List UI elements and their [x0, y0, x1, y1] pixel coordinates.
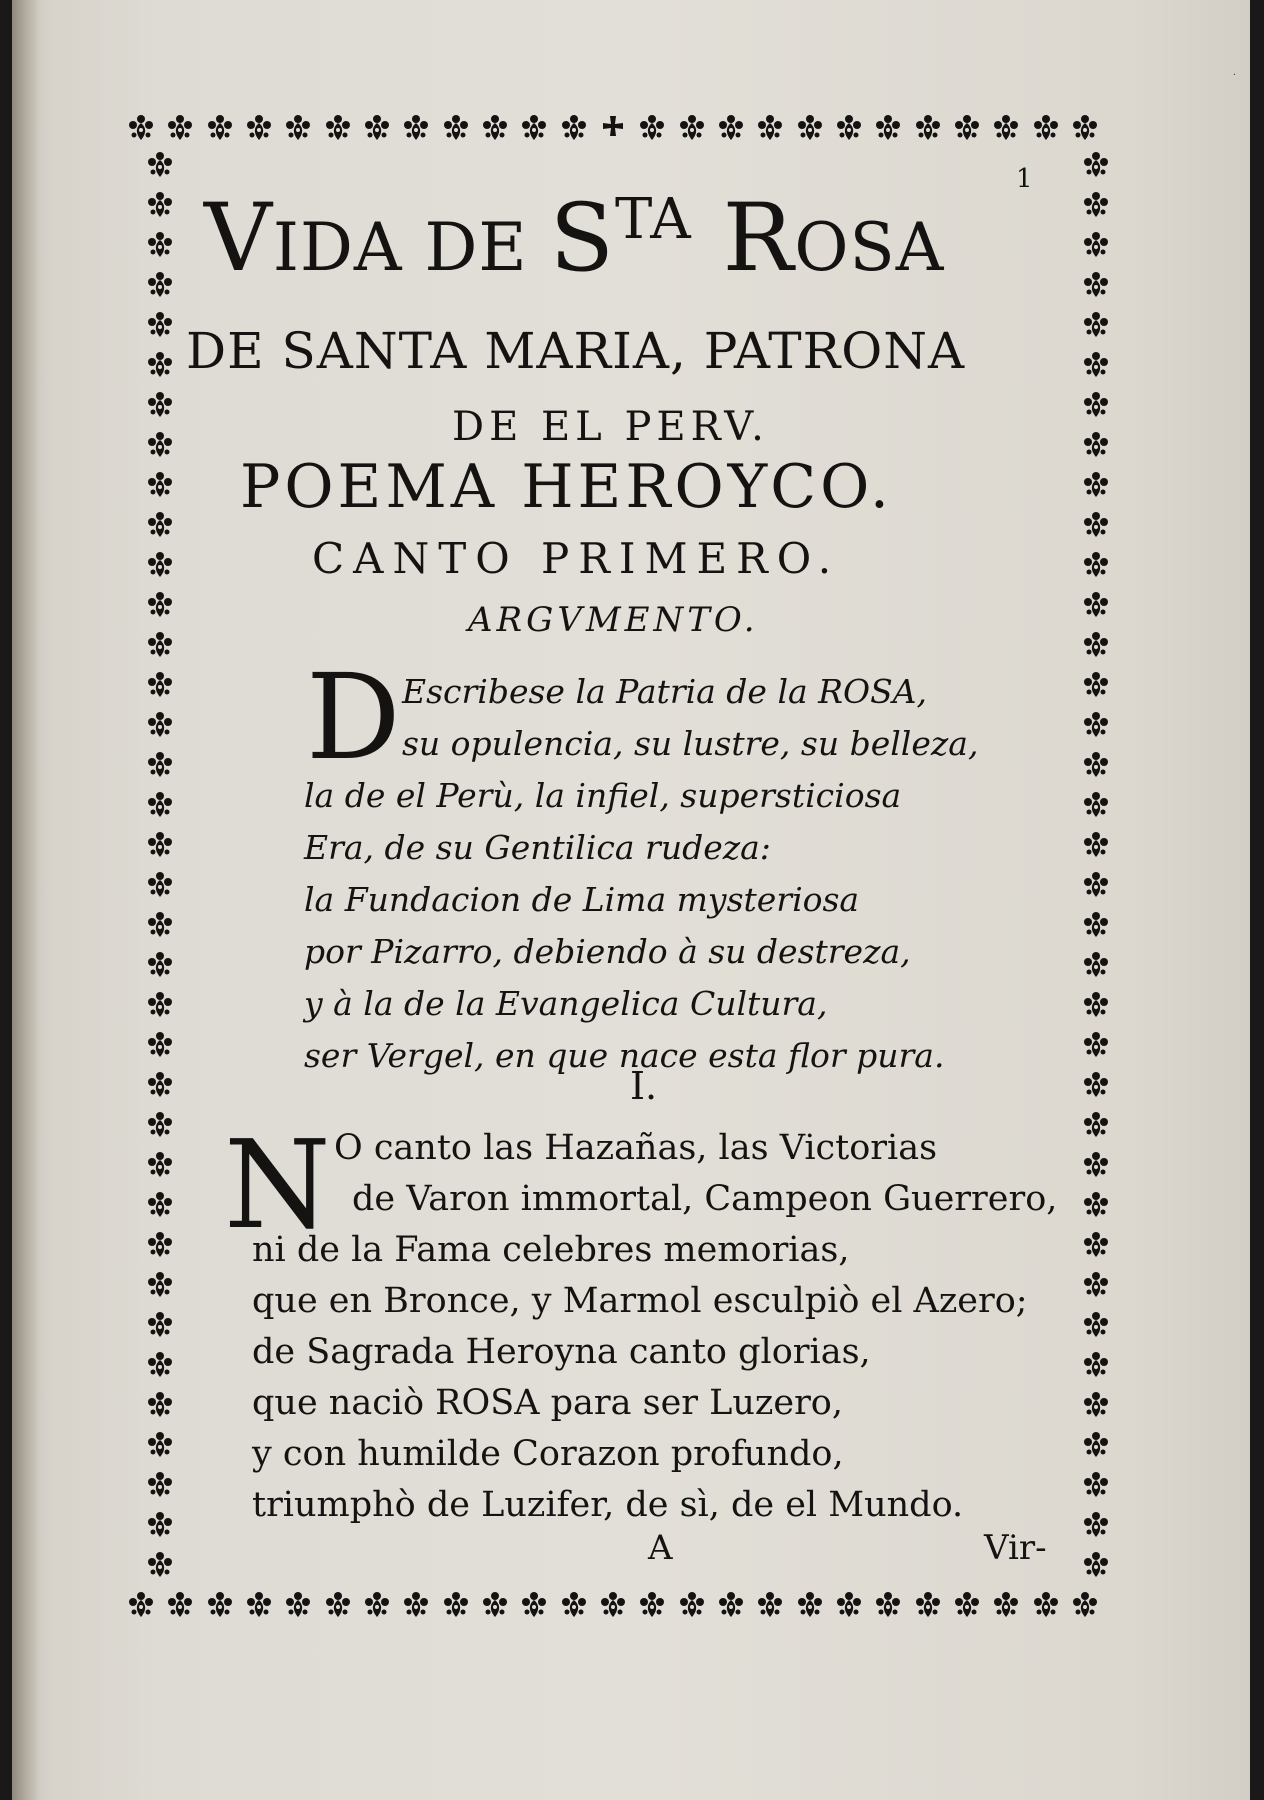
fleuron-icon	[145, 1030, 175, 1060]
fleuron-icon	[677, 113, 707, 143]
cross-pattee-icon	[598, 113, 628, 143]
fleuron-icon	[205, 1590, 235, 1620]
ornamental-border-right	[1076, 150, 1116, 1580]
fleuron-icon	[1081, 1550, 1111, 1580]
fleuron-icon	[559, 113, 589, 143]
argument-drop-cap: D	[306, 648, 401, 786]
fleuron-icon	[145, 390, 175, 420]
fleuron-icon	[598, 1590, 628, 1620]
fleuron-icon	[145, 1310, 175, 1340]
fleuron-icon	[1081, 1270, 1111, 1300]
fleuron-icon	[1081, 270, 1111, 300]
fleuron-icon	[145, 350, 175, 380]
fleuron-icon	[1081, 1030, 1111, 1060]
fleuron-icon	[1031, 1590, 1061, 1620]
fleuron-icon	[145, 790, 175, 820]
fleuron-icon	[1081, 470, 1111, 500]
fleuron-icon	[145, 710, 175, 740]
stanza-drop-cap: N	[224, 1114, 331, 1256]
argument-line: ser Vergel, en que nace esta flor pura.	[304, 1036, 945, 1075]
fleuron-icon	[1081, 350, 1111, 380]
fleuron-icon	[1081, 990, 1111, 1020]
fleuron-icon	[873, 1590, 903, 1620]
verse-line: que naciò ROSA para ser Luzero,	[252, 1383, 844, 1423]
fleuron-icon	[441, 1590, 471, 1620]
fleuron-icon	[1081, 390, 1111, 420]
fleuron-icon	[834, 113, 864, 143]
title-line-3: DE EL PERV.	[452, 404, 769, 450]
fleuron-icon	[323, 1590, 353, 1620]
fleuron-icon	[145, 470, 175, 500]
title-line-1	[204, 184, 944, 293]
fleuron-icon	[795, 113, 825, 143]
ornamental-border-left	[140, 150, 180, 1580]
verse-line: triumphò de Luzifer, de sì, de el Mundo.	[252, 1485, 964, 1525]
fleuron-icon	[205, 113, 235, 143]
argument-line: la Fundacion de Lima mysteriosa	[304, 880, 860, 919]
fleuron-icon	[991, 1590, 1021, 1620]
verse-line: O canto las Hazañas, las Victorias	[334, 1128, 938, 1168]
fleuron-icon	[1081, 1150, 1111, 1180]
fleuron-icon	[1081, 550, 1111, 580]
fleuron-icon	[401, 1590, 431, 1620]
fleuron-icon	[480, 1590, 510, 1620]
fleuron-icon	[716, 1590, 746, 1620]
fleuron-icon	[637, 1590, 667, 1620]
fleuron-icon	[873, 113, 903, 143]
fleuron-icon	[795, 1590, 825, 1620]
fleuron-icon	[1081, 790, 1111, 820]
fleuron-icon	[991, 113, 1021, 143]
fleuron-icon	[145, 750, 175, 780]
fleuron-icon	[145, 230, 175, 260]
fleuron-icon	[283, 1590, 313, 1620]
fleuron-icon	[1081, 1470, 1111, 1500]
fleuron-icon	[1081, 630, 1111, 660]
fleuron-icon	[1081, 590, 1111, 620]
fleuron-icon	[283, 113, 313, 143]
title-osa: OSA	[794, 209, 945, 286]
fleuron-icon	[401, 113, 431, 143]
fleuron-icon	[1081, 1390, 1111, 1420]
fleuron-icon	[145, 1270, 175, 1300]
argument-heading: ARGVMENTO.	[468, 600, 759, 640]
fleuron-icon	[1081, 710, 1111, 740]
fleuron-icon	[145, 1470, 175, 1500]
fleuron-icon	[145, 830, 175, 860]
fleuron-icon	[755, 113, 785, 143]
fleuron-icon	[165, 113, 195, 143]
fleuron-icon	[145, 1390, 175, 1420]
fleuron-icon	[126, 1590, 156, 1620]
fleuron-icon	[1081, 950, 1111, 980]
fleuron-icon	[716, 113, 746, 143]
fleuron-icon	[244, 113, 274, 143]
argument-line: y à la de la Evangelica Cultura,	[304, 984, 828, 1023]
fleuron-icon	[145, 670, 175, 700]
fleuron-icon	[559, 1590, 589, 1620]
fleuron-icon	[1081, 1310, 1111, 1340]
argument-line: Era, de su Gentilica rudeza:	[304, 828, 771, 867]
fleuron-icon	[1081, 1190, 1111, 1220]
title-line-2: DE SANTA MARIA, PATRONA	[186, 322, 966, 380]
fleuron-icon	[1081, 670, 1111, 700]
fleuron-icon	[145, 150, 175, 180]
fleuron-icon	[1081, 910, 1111, 940]
fleuron-icon	[1081, 750, 1111, 780]
title-line-4: POEMA HEROYCO.	[240, 452, 893, 522]
fleuron-icon	[145, 1230, 175, 1260]
title-superscript-ta: TA	[615, 187, 692, 252]
fleuron-icon	[145, 950, 175, 980]
title-initial-s: S	[549, 184, 616, 293]
fleuron-icon	[1081, 830, 1111, 860]
fleuron-icon	[145, 510, 175, 540]
fleuron-icon	[145, 1070, 175, 1100]
fleuron-icon	[362, 113, 392, 143]
fleuron-icon	[145, 630, 175, 660]
title-line-5: CANTO PRIMERO.	[312, 534, 841, 583]
fleuron-icon	[1081, 190, 1111, 220]
fleuron-icon	[913, 1590, 943, 1620]
fleuron-icon	[145, 870, 175, 900]
fleuron-icon	[834, 1590, 864, 1620]
fleuron-icon	[1081, 150, 1111, 180]
argument-line: su opulencia, su lustre, su belleza,	[402, 724, 979, 763]
fleuron-icon	[519, 1590, 549, 1620]
folio-number: 1	[1016, 164, 1033, 194]
fleuron-icon	[519, 113, 549, 143]
fleuron-icon	[1070, 1590, 1100, 1620]
fleuron-icon	[145, 1550, 175, 1580]
argument-line: Escribese la Patria de la ROSA,	[402, 672, 928, 711]
fleuron-icon	[1070, 113, 1100, 143]
fleuron-icon	[1081, 310, 1111, 340]
argument-line: la de el Perù, la infiel, supersticiosa	[304, 776, 902, 815]
fleuron-icon	[145, 1190, 175, 1220]
fleuron-icon	[677, 1590, 707, 1620]
fleuron-icon	[1031, 113, 1061, 143]
fleuron-icon	[441, 113, 471, 143]
fleuron-icon	[145, 1110, 175, 1140]
fleuron-icon	[1081, 1350, 1111, 1380]
argument-line: por Pizarro, debiendo à su destreza,	[304, 932, 911, 971]
fleuron-icon	[637, 113, 667, 143]
fleuron-icon	[1081, 510, 1111, 540]
fleuron-icon	[323, 113, 353, 143]
fleuron-icon	[1081, 1110, 1111, 1140]
fleuron-icon	[145, 590, 175, 620]
fleuron-icon	[126, 113, 156, 143]
fleuron-icon	[145, 1350, 175, 1380]
verse-line: ni de la Fama celebres memorias,	[252, 1230, 850, 1270]
book-page	[12, 0, 1250, 1800]
fleuron-icon	[145, 310, 175, 340]
fleuron-icon	[1081, 870, 1111, 900]
stanza-number: I.	[630, 1064, 658, 1108]
fleuron-icon	[145, 430, 175, 460]
fleuron-icon	[1081, 1430, 1111, 1460]
fleuron-icon	[913, 113, 943, 143]
fleuron-icon	[165, 1590, 195, 1620]
fleuron-icon	[244, 1590, 274, 1620]
title-initial-r: R	[691, 184, 795, 293]
fleuron-icon	[145, 910, 175, 940]
fleuron-icon	[145, 550, 175, 580]
ornamental-border-bottom	[126, 1585, 1100, 1625]
fleuron-icon	[1081, 230, 1111, 260]
verse-line: que en Bronce, y Marmol esculpiò el Azero;	[252, 1281, 1028, 1321]
verse-line: y con humilde Corazon profundo,	[252, 1434, 844, 1474]
verse-line: de Sagrada Heroyna canto glorias,	[252, 1332, 871, 1372]
fleuron-icon	[1081, 430, 1111, 460]
fleuron-icon	[145, 990, 175, 1020]
fleuron-icon	[145, 1510, 175, 1540]
fleuron-icon	[952, 1590, 982, 1620]
fleuron-icon	[145, 270, 175, 300]
fleuron-icon	[1081, 1510, 1111, 1540]
signature-mark: A	[648, 1528, 673, 1568]
title-vida-de: IDA DE	[272, 209, 550, 286]
fleuron-icon	[952, 113, 982, 143]
fleuron-icon	[480, 113, 510, 143]
fleuron-icon	[755, 1590, 785, 1620]
fleuron-icon	[145, 1430, 175, 1460]
fleuron-icon	[145, 190, 175, 220]
verse-line: de Varon immortal, Campeon Guerrero,	[352, 1179, 1058, 1219]
ornamental-border-top	[126, 108, 1100, 148]
corner-mark: ·	[1232, 70, 1236, 81]
fleuron-icon	[1081, 1070, 1111, 1100]
title-initial-v: V	[204, 184, 273, 293]
fleuron-icon	[362, 1590, 392, 1620]
catchword: Vir-	[984, 1528, 1047, 1568]
fleuron-icon	[145, 1150, 175, 1180]
fleuron-icon	[1081, 1230, 1111, 1260]
